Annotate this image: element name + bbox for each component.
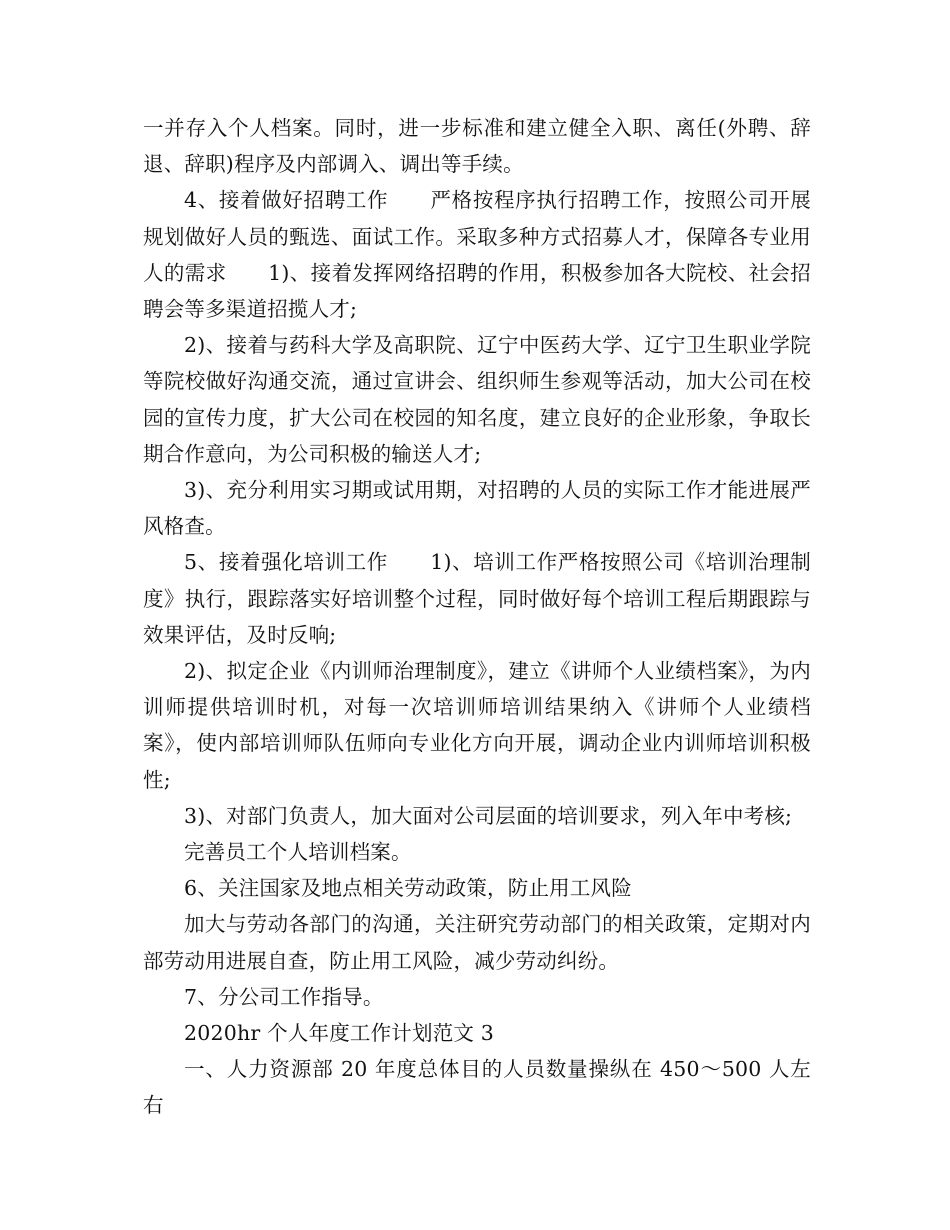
paragraph-3: 2)、接着与药科大学及高职院、辽宁中医药大学、辽宁卫生职业学院等院校做好沟通交流，通过宣讲会、组织师生参观等活动，加大公司在校园的宣传力度，扩大公司在校园的知名度，建立良好的企业形象，争取长期合作意向，为公司积极的输送人才; <box>143 333 811 466</box>
paragraph-5: 5、接着强化培训工作 1)、培训工作严格按照公司《培训治理制度》执行，跟踪落实好培训整个过程，同时做好每个培训工程后期跟踪与效果评估，及时反响; <box>143 550 811 647</box>
document-body <box>143 110 811 1124</box>
paragraph-13: 一、人力资源部 20 年度总体目的人员数量操纵在 450～500 人左右 <box>143 1057 811 1118</box>
paragraph-9: 6、关注国家及地点相关劳动政策，防止用工风险 <box>184 876 632 901</box>
paragraph-4: 3)、充分利用实习期或试用期，对招聘的人员的实际工作才能进展严风格查。 <box>143 478 811 539</box>
paragraph-12: 2020hr 个人年度工作计划范文 3 <box>184 1021 495 1046</box>
paragraph-10: 加大与劳动各部门的沟通，关注研究劳动部门的相关政策，定期对内部劳动用进展自查，防止用工风险，减少劳动纠纷。 <box>143 912 811 973</box>
paragraph-8: 完善员工个人培训档案。 <box>184 840 412 865</box>
paragraph-7: 3)、对部门负责人，加大面对公司层面的培训要求，列入年中考核; <box>184 803 793 828</box>
paragraph-11: 7、分公司工作指导。 <box>184 984 384 1009</box>
paragraph-6: 2)、拟定企业《内训师治理制度》，建立《讲师个人业绩档案》，为内训师提供培训时机，对每一次培训师培训结果纳入《讲师个人业绩档案》，使内部培训师队伍师向专业化方向开展，调动企业内训师培训积极性; <box>143 659 811 792</box>
paragraph-1: 一并存入个人档案。同时，进一步标准和建立健全入职、离任(外聘、辞退、辞职)程序及内部调入、调出等手续。 <box>143 116 811 177</box>
paragraph-2: 4、接着做好招聘工作 严格按程序执行招聘工作，按照公司开展规划做好人员的甄选、面试工作。采取多种方式招募人才，保障各专业用人的需求 1)、接着发挥网络招聘的作用，积极参加各大院校、社会招聘会等多渠道招揽人才; <box>143 188 811 322</box>
